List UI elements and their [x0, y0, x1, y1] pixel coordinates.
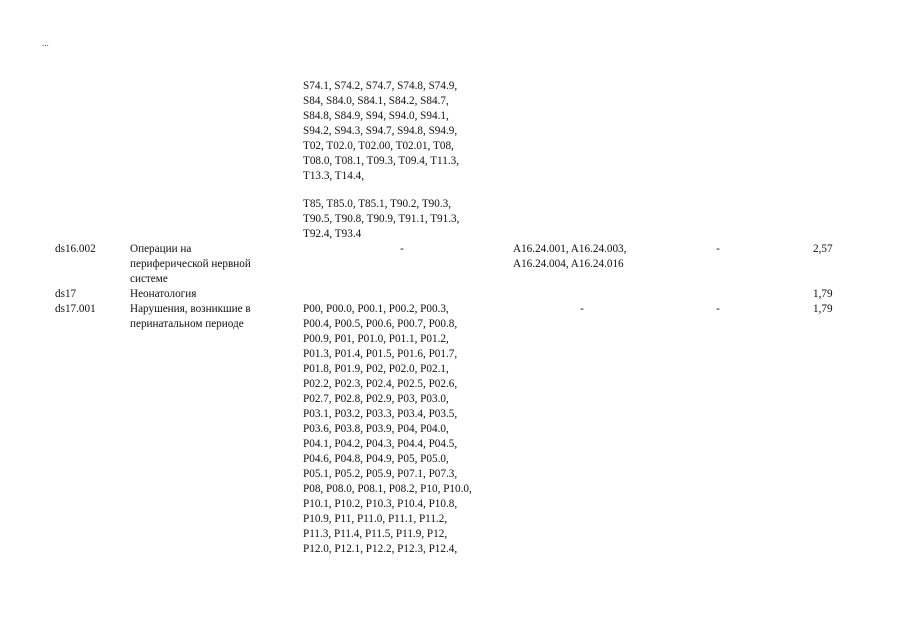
row-name-line: системе	[130, 273, 168, 285]
code-line: S84, S84.0, S84.1, S84.2, S84.7,	[303, 95, 449, 107]
service-code-line: A16.24.004, A16.24.016	[513, 258, 624, 270]
row-name	[130, 242, 251, 287]
code-line: P00.4, P00.5, P00.6, P00.7, P00.8,	[303, 318, 458, 330]
code-line: T08.0, T08.1, T09.3, T09.4, T11.3,	[303, 155, 460, 167]
row-service-codes	[513, 242, 626, 272]
row-coefficient: 1,79	[813, 288, 833, 300]
row-name-line: перинатальном периоде	[130, 318, 244, 330]
code-line: P02.2, P02.3, P02.4, P02.5, P02.6,	[303, 378, 458, 390]
row-extra: -	[716, 243, 720, 255]
code-line: S74.1, S74.2, S74.7, S74.8, S74.9,	[303, 80, 458, 92]
code-line: S84.8, S84.9, S94, S94.0, S94.1,	[303, 110, 449, 122]
row-diagnosis-codes	[303, 302, 472, 557]
code-line: P04.6, P04.8, P04.9, P05, P05.0,	[303, 453, 449, 465]
code-line: P05.1, P05.2, P05.9, P07.1, P07.3,	[303, 468, 458, 480]
code-line: P03.6, P03.8, P03.9, P04, P04.0,	[303, 423, 449, 435]
row-name-line: периферической нервной	[130, 258, 251, 270]
service-code-line: A16.24.001, A16.24.003,	[513, 243, 627, 255]
code-line: P10.9, P11, P11.0, P11.1, P11.2,	[303, 513, 448, 525]
code-line: P11.3, P11.4, P11.5, P11.9, P12,	[303, 528, 448, 540]
continuation-codes-block-1	[303, 79, 459, 184]
row-diagnosis-codes: -	[400, 243, 404, 255]
row-coefficient: 2,57	[813, 243, 833, 255]
code-line: P10.1, P10.2, P10.3, P10.4, P10.8,	[303, 498, 458, 510]
code-line: T13.3, T14.4,	[303, 170, 365, 182]
row-name-line: Нарушения, возникшие в	[130, 303, 251, 315]
row-coefficient: 1,79	[813, 303, 833, 315]
code-line: P01.3, P01.4, P01.5, P01.6, P01.7,	[303, 348, 458, 360]
row-name	[130, 302, 251, 332]
code-line: T85, T85.0, T85.1, T90.2, T90.3,	[303, 198, 452, 210]
code-line: T02, T02.0, T02.00, T02.01, T08,	[303, 140, 454, 152]
row-name	[130, 287, 196, 302]
code-line: P01.8, P01.9, P02, P02.0, P02.1,	[303, 363, 449, 375]
row-code: ds17.001	[55, 303, 96, 315]
row-extra: -	[716, 303, 720, 315]
row-code: ds17	[55, 288, 77, 300]
page-mark: ...	[42, 38, 49, 48]
row-name-line: Неонатология	[130, 288, 197, 300]
code-line: P04.1, P04.2, P04.3, P04.4, P04.5,	[303, 438, 458, 450]
code-line: P12.0, P12.1, P12.2, P12.3, P12.4,	[303, 543, 458, 555]
row-service-codes: -	[580, 303, 584, 315]
code-line: P00.9, P01, P01.0, P01.1, P01.2,	[303, 333, 449, 345]
row-name-line: Операции на	[130, 243, 192, 255]
code-line: T92.4, T93.4	[303, 228, 362, 240]
code-line: P03.1, P03.2, P03.3, P03.4, P03.5,	[303, 408, 458, 420]
continuation-codes-block-2	[303, 197, 459, 242]
code-line: S94.2, S94.3, S94.7, S94.8, S94.9,	[303, 125, 458, 137]
row-code: ds16.002	[55, 243, 96, 255]
code-line: P02.7, P02.8, P02.9, P03, P03.0,	[303, 393, 449, 405]
code-line: P08, P08.0, P08.1, P08.2, P10, P10.0,	[303, 483, 472, 495]
code-line: T90.5, T90.8, T90.9, T91.1, T91.3,	[303, 213, 460, 225]
code-line: P00, P00.0, P00.1, P00.2, P00.3,	[303, 303, 449, 315]
